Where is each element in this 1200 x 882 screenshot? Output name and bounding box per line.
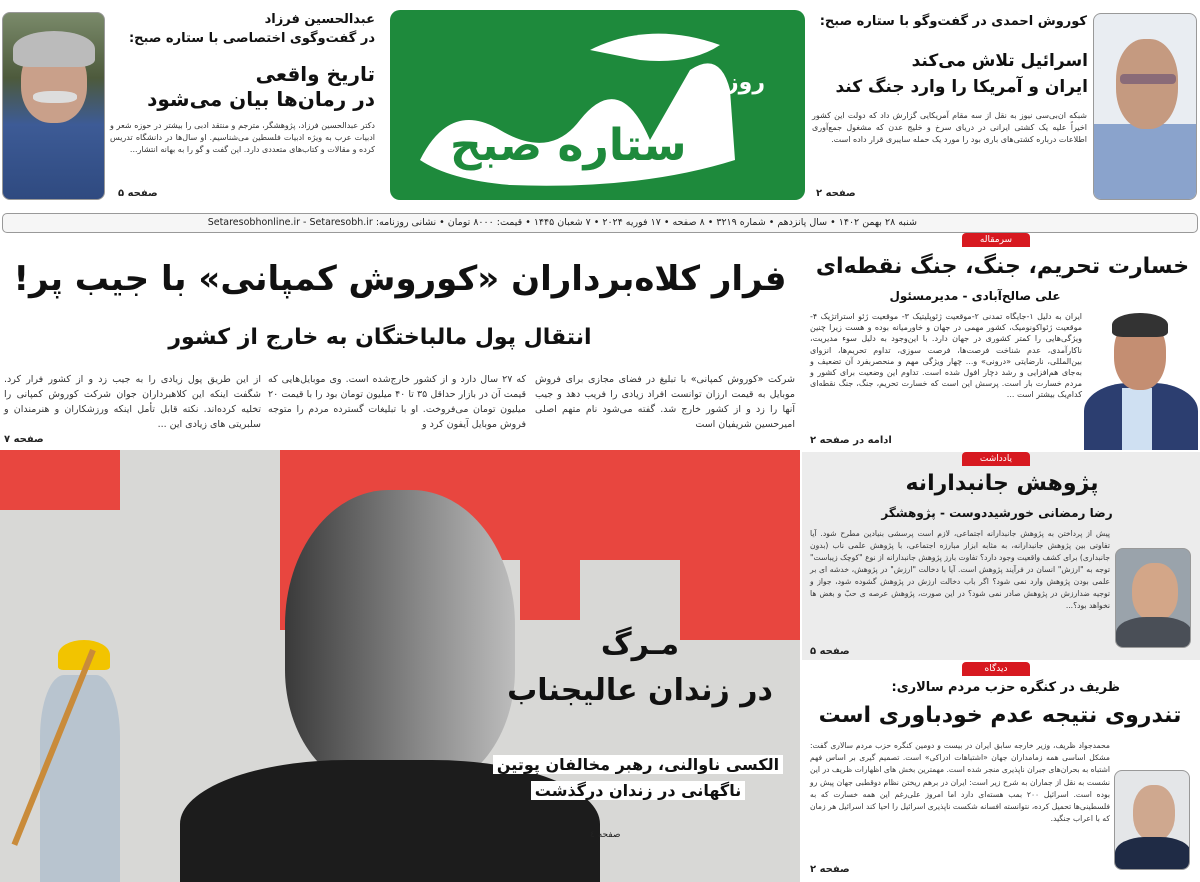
main-column-3: از این طریق پول زیادی را به جیب زد و از کشور فرار کرد. شگفت اینکه این کلاهبرداران جوان شرکت کوروش کمپانی را تخلیه کرده‌اند. نکته قابل تأمل اینکه ورزشکاران و هنرمندان و سلبریتی های زیادی این ... xyxy=(4,374,261,430)
top-left-story xyxy=(110,12,375,46)
logo-prefix: روزنامه xyxy=(682,70,765,95)
note-headline[interactable]: پژوهش جانبدارانه xyxy=(905,471,1099,496)
top-right-headline[interactable]: اسرائیل تلاش می‌کند ایران و آمریکا را وارد جنگ کند xyxy=(835,51,1088,97)
page-ref[interactable]: صفحه ۲ xyxy=(810,864,850,875)
ahmadi-photo xyxy=(1093,13,1197,200)
section-tab: سرمقاله xyxy=(962,233,1030,247)
info-bar xyxy=(2,213,1198,233)
photo-story-headline[interactable]: مـرگ در زندان عالیجناب xyxy=(507,627,773,708)
zarif-photo xyxy=(1114,770,1190,870)
page-ref[interactable]: صفحه ٤ xyxy=(590,830,621,840)
top-right-body: شبکه ان‌بی‌سی نیوز به نقل از سه مقام آمریکایی گزارش داد که دولت این کشور اخیراً علیه یک کشتی ایرانی در دریای سرخ و خلیج عدن که مشغول جمع‌آوری اطلاعات درباره کشتی‌های باری بود را مورد یک حمله سایبری قرار داده است. xyxy=(812,111,1087,144)
main-column-2: که ۲۷ سال دارد و از کشور خارج‌شده است. وی موبایل‌هایی که قیمت آن در بازار حداقل ۳۵ تا ۴۰ میلیون تومان بود را با قیمت ۲۰ میلیون تومان می‌فروخت. او با تبلیغات گسترده مردم را متوجه فروش موبایل آیفون کرد و xyxy=(268,374,527,430)
view-headline[interactable]: تندروی نتیجه عدم خودباوری است xyxy=(818,703,1182,728)
main-column-1: شرکت «کوروش کمپانی» با تبلیغ در فضای مجازی برای فروش موبایل به قیمت ارزان توانست افراد زیادی را فریب دهد و جیب آنها را زد و از کشور خارج شد. گفته می‌شود نام متهم اصلی امیرحسین شریفیان است xyxy=(535,374,795,430)
note-byline: رضا رمضانی خورشیددوست - پژوهشگر xyxy=(881,506,1113,520)
section-tab: یادداشت xyxy=(962,452,1030,466)
logo-lettering xyxy=(390,10,805,200)
kicker: در گفت‌وگوی اختصاصی با ستاره صبح: xyxy=(128,31,375,46)
main-subheadline: انتقال پول مالباختگان به خارج از کشور xyxy=(168,325,592,350)
page-ref[interactable]: ادامه در صفحه ۲ xyxy=(810,435,892,446)
note-body: پیش از پرداختن به پژوهش جانبدارانه اجتماعی، لازم است پرسشی بنیادین مطرح شود. آیا تفاوتی بین پژوهش جانبدارانه، به مثابه ابزار مبارزه اجتماعی، با پژوهش علمی ناب (بدون جانبداری) برای کشف واقعیت وجود دارد؟ تفاوت بارز پژوهش جانبدارانه از نوع "کوچک زیباست" توجه به "ارزش" انسان در فرآیند پژوهش است. آیا با دخالت "ارزش" در پژوهش، خدشه ای بر علمی بودن پژوهش وارد نمی شود؟ اگر باب دخالت ارزش در پژوهش گشوده شود، جواز و توجیه ضدارزش در پژوهش صادر نمی شود؟ در این صورت، پژوهش عرصه ی حبّ و بغض ها نخواهد بود؟... xyxy=(810,529,1110,610)
editorial-headline[interactable]: خسارت تحریم، جنگ، جنگ نقطه‌ای xyxy=(815,254,1190,279)
ramezani-photo xyxy=(1115,548,1191,648)
editorial-byline: علی صالح‌آبادی - مدیرمسئول xyxy=(889,289,1061,303)
logo-main: ستاره صبح xyxy=(450,120,687,171)
main-headline[interactable]: فرار کلاه‌برداران «کوروش کمپانی» با جیب پر! xyxy=(13,259,787,299)
note-section xyxy=(802,452,1200,660)
page-ref[interactable]: صفحه ۵ xyxy=(810,646,850,657)
editorial-section xyxy=(800,233,1200,450)
top-left-body: دکتر عبدالحسین فرزاد، پژوهشگر، مترجم و منتقد ادبی را بیشتر در حوزه شعر و ادبیات عرب به ویژه ادبیات فلسطین می‌شناسیم. او سال‌ها در دانشگاه تدریس کرده و مقالات و کتاب‌های متعددی دارد. این گفت و گو را به بهانه انتشار... xyxy=(110,121,375,154)
page-ref[interactable]: صفحه ۲ xyxy=(816,188,856,199)
page-ref[interactable]: صفحه ۵ xyxy=(118,188,158,199)
section-tab: دیدگاه xyxy=(962,662,1030,676)
view-section xyxy=(800,662,1200,882)
salehabadi-photo xyxy=(1084,313,1198,450)
issue-info: شنبه ۲۸ بهمن ۱۴۰۲ • سال پانزدهم • شماره ۳۲۱۹ • ۸ صفحه • ۱۷ فوریه ۲۰۲۴ • ۷ شعبان ۱۴۴۵ • قیمت: ۸۰۰۰ تومان • نشانی روزنامه: Setaresobhonline.ir - Setaresobh.ir xyxy=(207,217,917,228)
photo-story-sub: الکسی ناوالنی، رهبر مخالفان پوتین ناگهانی در زندان درگذشت xyxy=(480,752,796,804)
view-kicker: ظریف در کنگره حزب مردم سالاری: xyxy=(891,680,1120,695)
top-right-kicker: کوروش احمدی در گفت‌وگو با ستاره صبح: xyxy=(819,14,1087,29)
masthead-logo[interactable] xyxy=(390,10,805,200)
editorial-body: ایران به دلیل ۱-جایگاه تمدنی ۲-موقعیت ژئوپلیتیک ۳- موقعیت ژئو استراتژیک ۴-موقعیت ژئواکونومیک، کشور مهمی در جهان و خاورمیانه بوده و هست زیرا چنین ویژگی‌هایی را کمتر کشوری در جهان دارد. با این‌وجود به دلیل سوء مدیریت، ناکارآمدی، عدم شناخت فرصت‌ها، فرصت سوزی، تداوم تحریم‌ها، انزوای بین‌المللی، نارضایتی «درونی» و... چهار ویژگی مهم و منحصربفرد آن تضعیف و به‌جای هم‌افزایی و رشد دچار افول شده است. تداوم این وضعیت برای کشور و مردم خسارت بار است. پرسش این است که خسارت تحریم، جنگ، جنگ نقطه‌ای کدام‌یک بیشتر است ... xyxy=(810,312,1083,400)
kicker: عبدالحسین فرزاد xyxy=(264,12,375,27)
top-left-headline[interactable]: تاریخ واقعی در رمان‌ها بیان می‌شود xyxy=(147,62,375,111)
farzad-photo xyxy=(2,12,105,200)
page-ref[interactable]: صفحه ۷ xyxy=(4,434,44,445)
view-body: محمدجواد ظریف، وزیر خارجه سابق ایران در بیست و دومین کنگره حزب مردم سالاری گفت: مشکل اساسی همه زمامداران جهان «اشتباهات ادراکی» است. تصمیم گیری بر اساس فهم اشتباه به بحران‌های جبران ناپذیری منجر شده است. مهمترین بخش های اظهارات ظریف در این نشست به نقل از جماران به شرح زیر است: ایران در برهم ریختن نظام دوقطبی جهان پیش رو بوده است. اسرائیل ۲۰۰ بمب هسته‌ای دارد اما امروز علی‌رغم این همه خسارت که به فلسطینی‌ها تحمیل کرده، نتوانسته افسانه شکست ناپذیری اسرائیل را احیا کند اسرائیل هر زمان که با اعراب جنگید. xyxy=(810,741,1110,824)
